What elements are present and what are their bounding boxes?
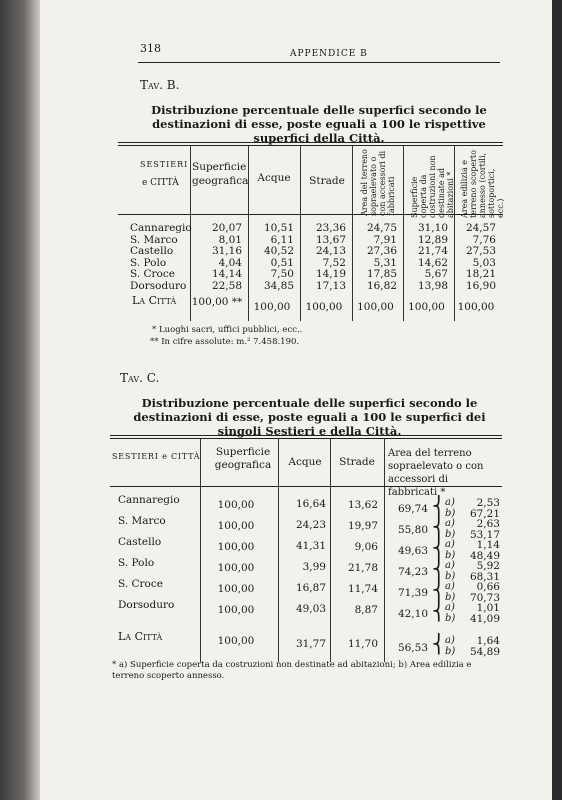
tav-b-row-label: S. Marco: [130, 233, 178, 246]
tav-b-cell-acque: 0,51: [270, 256, 294, 269]
tav-c-brace: ⎨: [432, 559, 446, 580]
tav-c-cell-area-total: 42,10: [397, 608, 428, 620]
tav-b-cell-strade: 24,13: [315, 245, 346, 257]
tav-c-cell-area-a: 2,53: [476, 497, 500, 509]
tav-c-cell-superficie: 100,00: [217, 520, 255, 532]
tav-b-cell-area-terreno: 5,31: [373, 256, 397, 269]
tav-b-citta-cell: 100,00 **: [191, 296, 243, 308]
tav-b-header-superficie: Superficie geografica: [192, 161, 249, 187]
tav-c-citta-area-a: 1,64: [476, 635, 500, 647]
tav-c-cell-superficie: 100,00: [217, 499, 255, 511]
tav-c-brace: ⎨: [432, 538, 446, 559]
tav-c-row-label: Cannaregio: [118, 494, 180, 506]
tav-c-cell-superficie: 100,00: [217, 562, 255, 574]
tav-b-row-label: Cannaregio: [130, 222, 192, 234]
running-head: APPENDICE B: [290, 49, 368, 59]
tav-b-cell-superficie: 31,16: [211, 245, 242, 257]
tav-c-cell-area-b: 70,73: [469, 592, 500, 604]
tav-b-cell-area-terreno: 24,75: [366, 222, 397, 234]
tav-c-citta-area-total: 56,53: [397, 642, 428, 654]
tav-c-citta-acque: 31,77: [295, 638, 326, 650]
tav-c-citta-label: La Città: [118, 630, 163, 643]
tav-b-cell-strade: 23,36: [315, 222, 346, 234]
tav-c-b-label: b): [445, 571, 456, 582]
tav-c-top-rule-2: [110, 438, 502, 439]
tav-c-cell-area-a: 0,66: [476, 581, 500, 593]
tav-c-row-label: Dorsoduro: [118, 599, 175, 611]
tav-b-header-superficie-coperta: Superficie coperta da costruzioni non destinate ad abitazioni *: [410, 155, 455, 218]
tav-c-cell-area-b: 67,21: [469, 508, 500, 520]
tav-c-cell-area-b: 48,49: [469, 550, 500, 562]
tav-b-cell-area-edilizia: 5,03: [472, 256, 496, 269]
tav-b-cell-acque: 6,11: [270, 233, 294, 246]
tav-c-cell-area-b: 41,09: [469, 613, 500, 625]
page-number: 318: [140, 42, 161, 55]
tav-c-cell-strade: 9,06: [354, 541, 378, 553]
tav-c-header-area: Area del terreno sopraelevato o con accessori di fabbricati *: [388, 448, 484, 498]
tav-c-b-label: b): [445, 508, 456, 519]
tav-c-brace: ⎨: [432, 496, 446, 517]
tav-c-cell-acque: 16,64: [295, 498, 326, 510]
tav-c-cell-area-total: 69,74: [397, 503, 428, 515]
tav-c-row-label: S. Polo: [118, 557, 155, 569]
tav-b-cell-acque: 34,85: [263, 279, 294, 292]
tav-c-header-sestieri: SESTIERI e CITTÀ: [112, 452, 201, 461]
tav-c-caption: Distribuzione percentuale delle superfici secondo le destinazioni di esse, poste eguali a 100 le superfici dei singoli Sestieri e della Città.: [133, 396, 486, 438]
tav-b-cell-area-terreno: 16,82: [366, 279, 397, 292]
tav-c-top-rule: [110, 435, 502, 436]
tav-c-cell-acque: 16,87: [295, 582, 326, 594]
tav-b-cell-area-terreno: 27,36: [366, 245, 397, 257]
tav-c-row-label: Castello: [118, 536, 162, 548]
tav-c-b-label: b): [445, 592, 456, 603]
tav-b-cell-acque: 10,51: [263, 222, 294, 234]
tav-b-cell-superficie: 20,07: [211, 222, 242, 234]
tav-c-col-divider: [200, 439, 201, 662]
tav-b-cell-area-edilizia: 16,90: [465, 279, 496, 292]
tav-c-cell-acque: 24,23: [295, 519, 326, 531]
tav-b-row-label: S. Polo: [130, 256, 167, 269]
tav-c-brace: ⎨: [432, 517, 446, 538]
tav-b-header-acque: Acque: [257, 172, 291, 184]
tav-b-cell-strade: 7,52: [322, 256, 346, 269]
tav-b-citta-cell: 100,00: [305, 301, 343, 313]
tav-b-cell-superficie-coperta: 21,74: [417, 245, 448, 257]
tav-c-b-label: b): [445, 646, 456, 657]
tav-c-cell-strade: 21,78: [347, 562, 378, 574]
tav-b-footnote-2: ** In cifre assolute: m.² 7.458.190.: [150, 337, 300, 347]
tav-c-label: Tav. C.: [120, 371, 160, 385]
tav-c-col-divider: [384, 439, 385, 662]
tav-c-header-superficie: Superficie geografica: [214, 446, 272, 471]
tav-b-cell-superficie: 4,04: [218, 256, 242, 269]
tav-c-b-label: b): [445, 550, 456, 561]
tav-c-header-strade: Strade: [339, 456, 375, 468]
tav-c-row-label: S. Croce: [118, 578, 163, 590]
tav-b-citta-cell: 100,00: [408, 301, 445, 313]
tav-c-cell-area-a: 1,14: [476, 539, 500, 551]
tav-c-a-label: a): [445, 635, 455, 646]
tav-b-row-label: Dorsoduro: [130, 279, 187, 292]
tav-c-a-label: a): [445, 581, 455, 592]
tav-c-brace: ⎨: [432, 601, 446, 622]
tav-c-cell-acque: 3,99: [302, 561, 326, 573]
tav-b-header-area-terreno: Area del terreno sopraelevato o con accessori di fabbricati: [360, 149, 396, 216]
tav-b-cell-acque: 40,52: [263, 245, 294, 257]
tav-b-row-label: S. Croce: [130, 268, 175, 280]
tav-c-col-divider: [278, 439, 279, 662]
tav-b-footnote-1: * Luoghi sacri, uffici pubblici, ecc..: [152, 325, 303, 335]
tav-b-header-area-edilizia: Area edilizia e terreno scoperto annesso (cortili, sottoportici, ecc.): [460, 150, 505, 218]
tav-b-cell-superficie: 22,58: [211, 279, 242, 292]
tav-b-cell-superficie-coperta: 31,10: [417, 222, 448, 234]
tav-b-cell-area-terreno: 7,91: [373, 233, 397, 246]
tav-c-cell-area-a: 5,92: [476, 560, 500, 572]
tav-c-a-label: a): [445, 560, 455, 571]
tav-c-cell-area-total: 71,39: [397, 587, 428, 599]
tav-c-brace: ⎨: [432, 634, 446, 655]
header-rule: [138, 62, 500, 63]
tav-b-citta-label: La Città: [132, 294, 177, 307]
tav-b-cell-superficie-coperta: 14,62: [417, 256, 448, 269]
tav-b-cell-superficie-coperta: 5,67: [424, 268, 448, 280]
tav-c-header-rule: [110, 486, 502, 487]
tav-c-cell-strade: 11,74: [347, 583, 378, 595]
tav-b-header-rule: [118, 214, 503, 215]
tav-c-cell-acque: 49,03: [295, 603, 326, 615]
tav-b-citta-cell: 100,00: [357, 301, 394, 313]
tav-b-top-rule-2: [118, 145, 503, 146]
tav-b-cell-strade: 13,67: [315, 233, 346, 246]
tav-c-cell-area-total: 55,80: [397, 524, 428, 536]
tav-c-brace: ⎨: [432, 580, 446, 601]
tav-c-citta-superficie: 100,00: [217, 635, 255, 647]
tav-b-caption: Distribuzione percentuale delle superfici secondo le destinazioni di esse, poste eguali a 100 le rispettive superfici della Città.: [151, 103, 487, 145]
tav-c-cell-acque: 41,31: [295, 540, 326, 552]
tav-b-top-rule: [118, 142, 503, 143]
tav-b-cell-strade: 17,13: [315, 279, 346, 292]
tav-c-row-label: S. Marco: [118, 515, 166, 527]
tav-c-a-label: a): [445, 539, 455, 550]
tav-c-header-acque: Acque: [288, 456, 322, 468]
tav-c-cell-superficie: 100,00: [217, 583, 255, 595]
tav-b-label: Tav. B.: [140, 78, 180, 92]
tav-c-a-label: a): [445, 518, 455, 529]
tav-b-cell-area-edilizia: 24,57: [465, 222, 496, 234]
tav-b-header-strade: Strade: [309, 175, 345, 187]
tav-c-citta-area-b: 54,89: [469, 646, 500, 658]
tav-b-cell-superficie: 14,14: [211, 268, 242, 280]
tav-b-citta-cell: 100,00: [457, 301, 495, 313]
tav-b-cell-area-terreno: 17,85: [366, 268, 397, 280]
tav-c-cell-area-a: 2,63: [476, 518, 500, 530]
tav-b-cell-area-edilizia: 18,21: [465, 268, 496, 280]
book-gutter: [0, 0, 40, 800]
tav-c-cell-area-total: 49,63: [397, 545, 428, 557]
tav-c-b-label: b): [445, 613, 456, 624]
tav-b-cell-superficie: 8,01: [218, 233, 242, 246]
tav-c-cell-strade: 13,62: [347, 499, 378, 511]
tav-c-cell-superficie: 100,00: [217, 541, 255, 553]
tav-b-cell-area-edilizia: 27,53: [465, 245, 496, 257]
tav-c-col-divider: [330, 439, 331, 662]
tav-c-cell-strade: 8,87: [354, 604, 378, 616]
tav-b-cell-acque: 7,50: [270, 268, 294, 280]
tav-b-cell-strade: 14,19: [315, 268, 346, 280]
tav-b-cell-area-edilizia: 7,76: [472, 233, 496, 246]
tav-b-header-citta: e CITTÀ: [142, 178, 179, 188]
tav-b-row-label: Castello: [130, 245, 174, 257]
tav-b-citta-cell: 100,00: [253, 301, 291, 313]
tav-c-b-label: b): [445, 529, 456, 540]
tav-c-a-label: a): [445, 602, 455, 613]
tav-c-footnote: * a) Superficie coperta da costruzioni non destinate ad abitazioni; b) Area edilizia e terreno scoperto annesso.: [112, 660, 472, 681]
tav-c-a-label: a): [445, 497, 455, 508]
tav-b-header-sestieri: SESTIERI: [140, 160, 189, 169]
tav-c-cell-strade: 19,97: [347, 520, 378, 532]
tav-c-cell-area-total: 74,23: [397, 566, 428, 578]
tav-b-cell-superficie-coperta: 13,98: [417, 279, 448, 292]
tav-c-cell-superficie: 100,00: [217, 604, 255, 616]
tav-c-cell-area-b: 53,17: [469, 529, 500, 541]
tav-c-cell-area-b: 68,31: [469, 571, 500, 583]
tav-c-citta-strade: 11,70: [347, 638, 378, 650]
tav-b-cell-superficie-coperta: 12,89: [417, 233, 448, 246]
tav-c-cell-area-a: 1,01: [476, 602, 500, 614]
